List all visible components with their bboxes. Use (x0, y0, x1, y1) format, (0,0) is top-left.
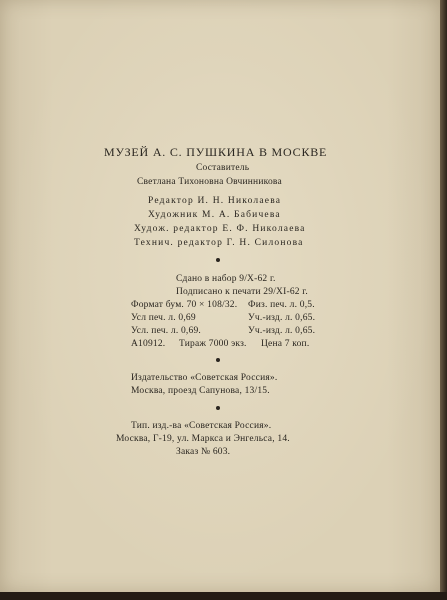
print-accounting-sheets-2: Уч.-изд. л. 0,65. (248, 326, 316, 336)
publisher-address: Москва, проезд Сапунова, 13/15. (131, 386, 270, 396)
printer-order-number: Заказ № 603. (176, 447, 231, 457)
print-order-code: А10912. (131, 339, 166, 349)
page-bottom-edge (0, 592, 447, 600)
print-format: Формат бум. 70 × 108/32. (131, 300, 238, 310)
publisher-name: Издательство «Советская Россия». (131, 373, 278, 383)
print-conditional-sheets-2: Усл. печ. л. 0,69. (131, 326, 201, 336)
credit-art-editor: Худож. редактор Е. Ф. Николаева (134, 224, 306, 234)
print-conditional-sheets-1: Усл печ. л. 0,69 (131, 313, 196, 323)
bullet-1 (216, 258, 220, 262)
print-price: Цена 7 коп. (261, 339, 310, 349)
bullet-2 (216, 358, 220, 362)
credit-editor: Редактор И. Н. Николаева (148, 196, 282, 206)
compiler-name: Светлана Тихоновна Овчинникова (137, 177, 282, 187)
compiler-label: Составитель (196, 163, 250, 173)
print-signed-date: Подписано к печати 29/XI-62 г. (176, 287, 308, 297)
credit-artist: Художник М. А. Бабичева (148, 210, 281, 220)
print-physical-sheets: Физ. печ. л. 0,5. (248, 300, 315, 310)
print-accounting-sheets-1: Уч.-изд. л. 0,65. (248, 313, 316, 323)
printer-address: Москва, Г-19, ул. Маркса и Энгельса, 14. (116, 434, 290, 444)
book-title: МУЗЕЙ А. С. ПУШКИНА В МОСКВЕ (104, 145, 328, 159)
printer-name: Тип. изд.-ва «Советская Россия». (131, 421, 272, 431)
print-run: Тираж 7000 экз. (179, 339, 247, 349)
bullet-3 (216, 406, 220, 410)
page-edge (440, 0, 447, 600)
credit-tech-editor: Технич. редактор Г. Н. Силонова (134, 238, 304, 248)
print-set-date: Сдано в набор 9/X-62 г. (176, 274, 276, 284)
